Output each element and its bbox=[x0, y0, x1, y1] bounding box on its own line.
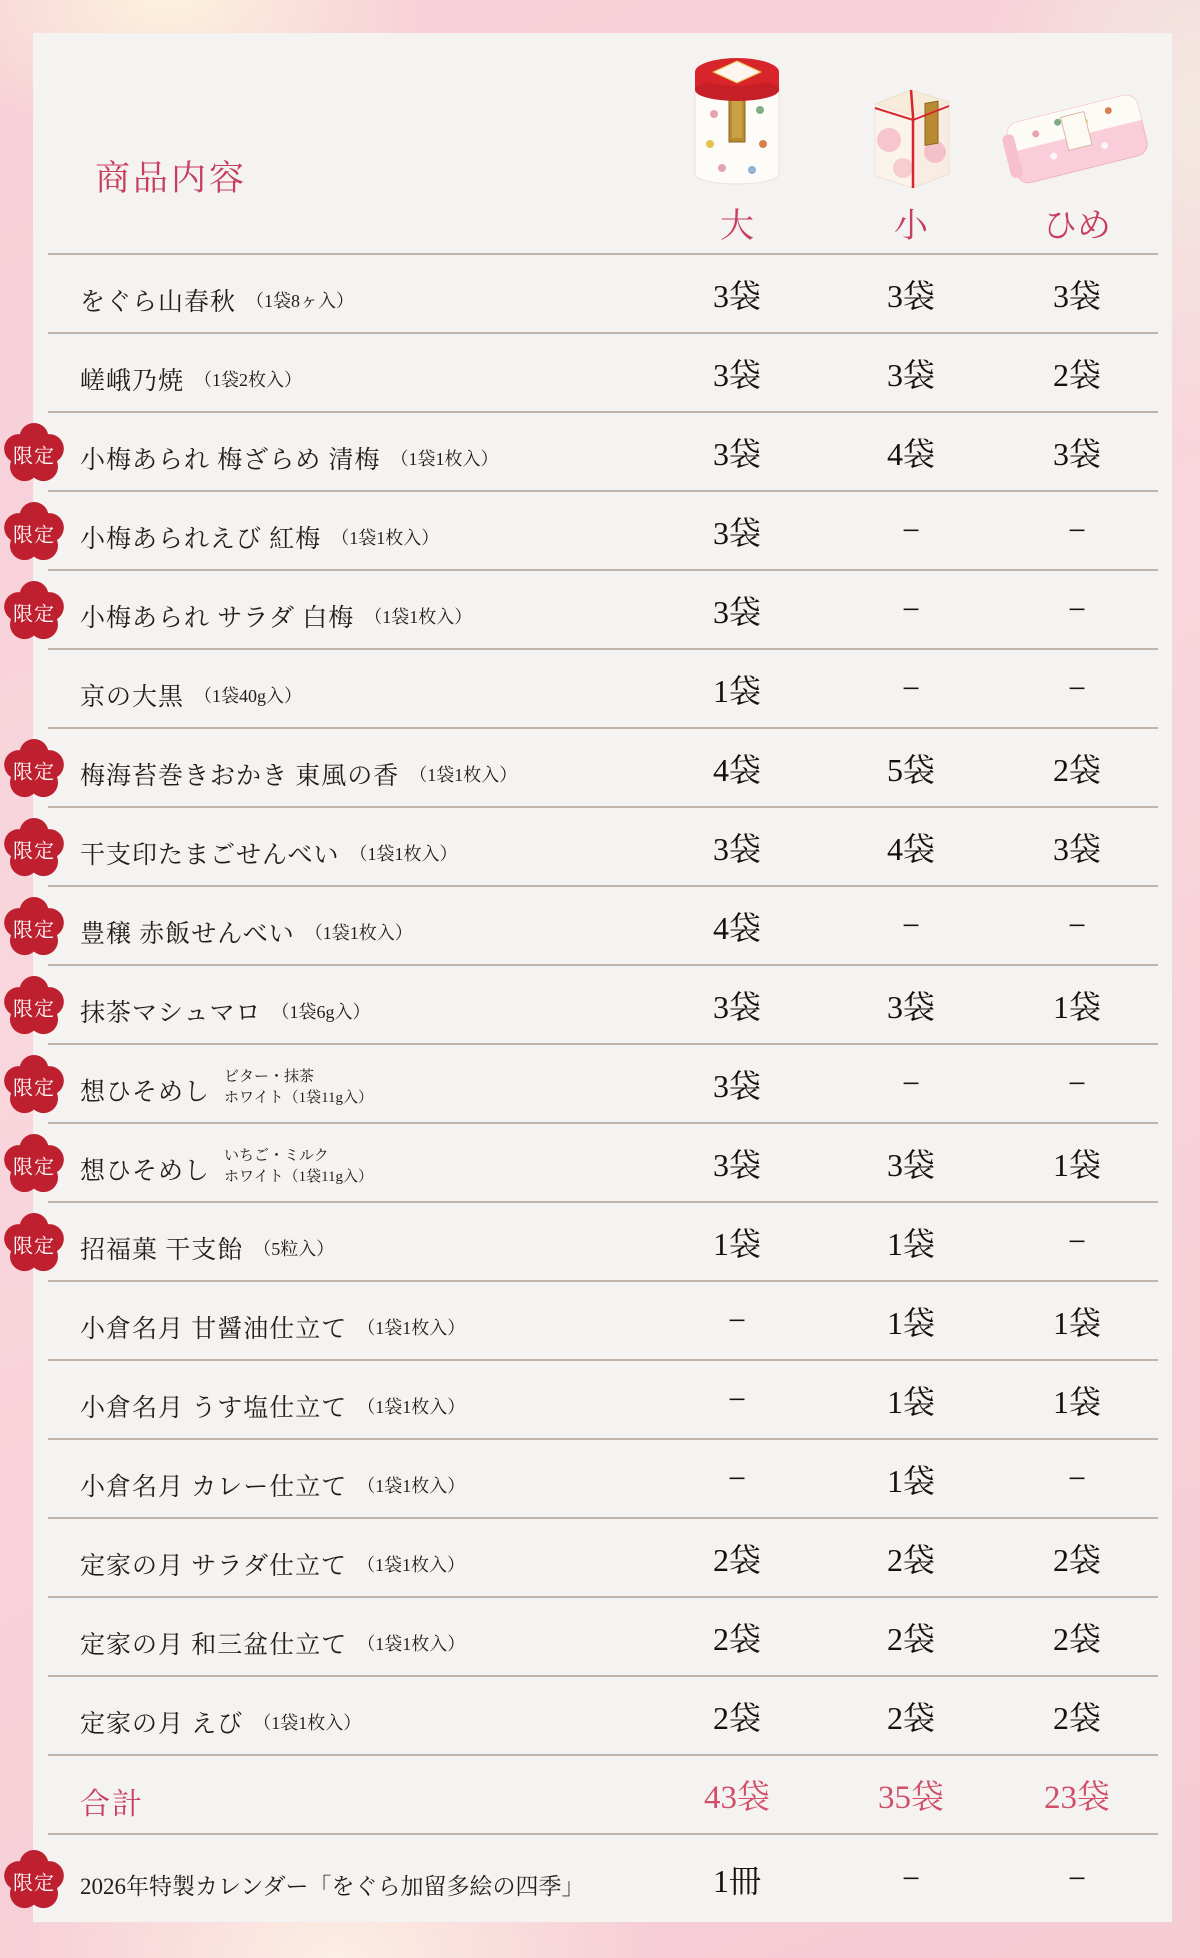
product-spec: （1袋1枚入） bbox=[357, 1475, 466, 1496]
limited-badge bbox=[3, 502, 65, 564]
qty-hime: 1袋 bbox=[1052, 1304, 1101, 1341]
qty-small: 5袋 bbox=[886, 751, 935, 788]
qty-small: 3袋 bbox=[886, 356, 935, 393]
limited-badge-label: 限定 bbox=[13, 445, 55, 467]
qty-hime: 1袋 bbox=[1052, 1383, 1101, 1420]
qty-hime: 1袋 bbox=[1052, 1146, 1101, 1183]
limited-badge bbox=[3, 423, 65, 485]
qty-small: 3袋 bbox=[886, 1146, 935, 1183]
qty-small: − bbox=[901, 512, 921, 548]
limited-badge-label: 限定 bbox=[13, 1156, 55, 1178]
header-col-small bbox=[826, 33, 996, 253]
qty-hime: − bbox=[1067, 591, 1087, 627]
qty-small: − bbox=[901, 591, 921, 627]
product-name-cell bbox=[48, 1440, 648, 1517]
product-name-cell bbox=[48, 1282, 648, 1359]
product-name-cell bbox=[48, 1045, 648, 1122]
product-name-cell bbox=[48, 334, 648, 411]
qty-large: − bbox=[727, 1302, 747, 1338]
limited-badge bbox=[3, 976, 65, 1038]
product-name: 定家の月 えび bbox=[80, 1710, 244, 1738]
limited-badge-label: 限定 bbox=[13, 998, 55, 1020]
product-spec: （1袋1枚入） bbox=[357, 1554, 466, 1575]
qty-small: 3袋 bbox=[886, 277, 935, 314]
product-name: 抹茶マシュマロ bbox=[80, 999, 262, 1027]
product-spec: （1袋1枚入） bbox=[390, 448, 499, 469]
product-name-cell bbox=[48, 1203, 648, 1280]
product-name-cell bbox=[48, 808, 648, 885]
product-image-hime bbox=[998, 84, 1156, 197]
total-row bbox=[48, 1754, 1158, 1833]
qty-small: 2袋 bbox=[886, 1541, 935, 1578]
limited-badge-label: 限定 bbox=[13, 919, 55, 941]
table-row bbox=[13, 964, 1158, 1043]
qty-large: 2袋 bbox=[712, 1620, 761, 1657]
product-spec: （1袋1枚入） bbox=[364, 606, 473, 627]
qty-hime: − bbox=[1067, 670, 1087, 706]
product-spec: （1袋8ヶ入） bbox=[246, 290, 355, 311]
flavor-note-top: ビター・抹茶 bbox=[224, 1068, 315, 1085]
qty-small: 1袋 bbox=[886, 1383, 935, 1420]
qty-large: 3袋 bbox=[712, 1067, 761, 1104]
limited-badge bbox=[3, 1213, 65, 1275]
qty-large: 3袋 bbox=[712, 514, 761, 551]
qty-small: 4袋 bbox=[886, 435, 935, 472]
product-name: 干支印たまごせんべい bbox=[80, 841, 340, 869]
table-row bbox=[48, 253, 1158, 332]
table-row bbox=[48, 1359, 1158, 1438]
contents-card bbox=[13, 33, 1172, 1922]
qty-large: 2袋 bbox=[712, 1699, 761, 1736]
total-hime: 23袋 bbox=[1044, 1780, 1110, 1816]
qty-large: 3袋 bbox=[712, 277, 761, 314]
calendar-hime: − bbox=[1067, 1860, 1087, 1896]
qty-small: 2袋 bbox=[886, 1620, 935, 1657]
product-name: 定家の月 和三盆仕立て bbox=[80, 1631, 348, 1659]
product-name: 定家の月 サラダ仕立て bbox=[80, 1552, 348, 1580]
product-name: 嵯峨乃焼 bbox=[80, 367, 185, 395]
product-name: 小梅あられ 梅ざらめ 清梅 bbox=[80, 446, 381, 474]
table-footer bbox=[13, 1754, 1158, 1922]
product-name: 小梅あられ サラダ 白梅 bbox=[80, 604, 355, 632]
limited-badge bbox=[3, 897, 65, 959]
col-label-large: 大 bbox=[720, 208, 754, 245]
qty-hime: − bbox=[1067, 512, 1087, 548]
calendar-small: − bbox=[901, 1860, 921, 1896]
table-row bbox=[13, 411, 1158, 490]
qty-hime: 2袋 bbox=[1052, 1620, 1101, 1657]
limited-badge-label: 限定 bbox=[13, 1077, 55, 1099]
calendar-name-cell bbox=[48, 1835, 648, 1922]
limited-badge-label: 限定 bbox=[13, 1872, 55, 1894]
qty-hime: 3袋 bbox=[1052, 277, 1101, 314]
qty-hime: − bbox=[1067, 1065, 1087, 1101]
limited-badge-label: 限定 bbox=[13, 524, 55, 546]
product-image-large bbox=[684, 52, 790, 197]
qty-large: 4袋 bbox=[712, 751, 761, 788]
table-row bbox=[13, 569, 1158, 648]
qty-large: 2袋 bbox=[712, 1541, 761, 1578]
product-spec: （1袋1枚入） bbox=[331, 527, 440, 548]
page-title: 商品内容 bbox=[95, 159, 248, 198]
product-name-cell bbox=[48, 966, 648, 1043]
qty-small: − bbox=[901, 907, 921, 943]
flavor-note-bottom: ホワイト（1袋11g入） bbox=[224, 1089, 374, 1106]
header-col-hime bbox=[996, 33, 1158, 253]
product-name: 想ひそめし bbox=[80, 1078, 211, 1106]
qty-large: 3袋 bbox=[712, 830, 761, 867]
contents-table bbox=[13, 253, 1158, 1754]
table-row bbox=[48, 1280, 1158, 1359]
product-name: 京の大黒 bbox=[80, 683, 185, 711]
calendar-name: 2026年特製カレンダー「をぐら加留多絵の四季」 bbox=[80, 1874, 585, 1899]
qty-hime: − bbox=[1067, 907, 1087, 943]
table-row bbox=[48, 1517, 1158, 1596]
qty-large: − bbox=[727, 1381, 747, 1417]
flavor-note-top: いちご・ミルク bbox=[224, 1147, 329, 1164]
product-name: 梅海苔巻きおかき 東風の香 bbox=[80, 762, 400, 790]
qty-hime: 3袋 bbox=[1052, 830, 1101, 867]
qty-small: 1袋 bbox=[886, 1225, 935, 1262]
total-label-cell bbox=[48, 1756, 648, 1833]
limited-badge bbox=[3, 739, 65, 801]
calendar-row bbox=[13, 1833, 1158, 1922]
table-header bbox=[33, 33, 1172, 253]
qty-hime: 2袋 bbox=[1052, 751, 1101, 788]
product-name: 小梅あられえび 紅梅 bbox=[80, 525, 322, 553]
product-name-cell bbox=[48, 1124, 648, 1201]
total-large: 43袋 bbox=[704, 1780, 770, 1816]
qty-small: − bbox=[901, 670, 921, 706]
product-name: 小倉名月 うす塩仕立て bbox=[80, 1394, 348, 1422]
limited-badge bbox=[3, 581, 65, 643]
table-row bbox=[48, 1596, 1158, 1675]
qty-small: 2袋 bbox=[886, 1699, 935, 1736]
limited-badge bbox=[3, 1850, 65, 1912]
limited-badge bbox=[3, 818, 65, 880]
qty-hime: 2袋 bbox=[1052, 1699, 1101, 1736]
product-spec: （1袋1枚入） bbox=[253, 1712, 362, 1733]
product-spec: （1袋1枚入） bbox=[357, 1396, 466, 1417]
product-flavor-note bbox=[224, 1146, 373, 1188]
product-name: 豊穣 赤飯せんべい bbox=[80, 920, 295, 948]
col-label-small: 小 bbox=[894, 208, 928, 245]
product-name-cell bbox=[48, 1361, 648, 1438]
qty-hime: 2袋 bbox=[1052, 356, 1101, 393]
qty-small: 4袋 bbox=[886, 830, 935, 867]
product-name-cell bbox=[48, 1598, 648, 1675]
qty-small: 1袋 bbox=[886, 1304, 935, 1341]
qty-small: 3袋 bbox=[886, 988, 935, 1025]
product-spec: （1袋1枚入） bbox=[349, 843, 458, 864]
product-name-cell bbox=[48, 729, 648, 806]
product-name-cell bbox=[48, 1677, 648, 1754]
table-row bbox=[13, 1201, 1158, 1280]
product-spec: （1袋1枚入） bbox=[304, 922, 413, 943]
total-label: 合計 bbox=[80, 1787, 144, 1821]
product-flavor-note bbox=[224, 1067, 373, 1109]
product-image-small bbox=[865, 82, 957, 197]
limited-badge-label: 限定 bbox=[13, 840, 55, 862]
qty-hime: − bbox=[1067, 1223, 1087, 1259]
table-row bbox=[13, 1043, 1158, 1122]
table-row bbox=[48, 1438, 1158, 1517]
col-label-hime: ひめ bbox=[1043, 208, 1111, 245]
table-row bbox=[13, 1122, 1158, 1201]
header-title-cell bbox=[48, 33, 648, 253]
limited-badge bbox=[3, 1055, 65, 1117]
product-name-cell bbox=[48, 650, 648, 727]
table-row bbox=[48, 1675, 1158, 1754]
limited-badge-label: 限定 bbox=[13, 603, 55, 625]
qty-hime: 2袋 bbox=[1052, 1541, 1101, 1578]
qty-large: 1袋 bbox=[712, 672, 761, 709]
qty-hime: 1袋 bbox=[1052, 988, 1101, 1025]
product-name: 想ひそめし bbox=[80, 1157, 211, 1185]
product-name-cell bbox=[48, 413, 648, 490]
table-row bbox=[48, 648, 1158, 727]
product-name: 小倉名月 甘醤油仕立て bbox=[80, 1315, 348, 1343]
qty-large: 3袋 bbox=[712, 435, 761, 472]
product-name: 小倉名月 カレー仕立て bbox=[80, 1473, 348, 1501]
qty-large: − bbox=[727, 1460, 747, 1496]
qty-hime: 3袋 bbox=[1052, 435, 1101, 472]
product-name-cell bbox=[48, 1519, 648, 1596]
qty-large: 3袋 bbox=[712, 356, 761, 393]
product-name: をぐら山春秋 bbox=[80, 288, 237, 316]
product-spec: （1袋1枚入） bbox=[357, 1633, 466, 1654]
flavor-note-bottom: ホワイト（1袋11g入） bbox=[224, 1168, 374, 1185]
qty-small: − bbox=[901, 1065, 921, 1101]
product-spec: （1袋40g入） bbox=[194, 685, 303, 706]
total-small: 35袋 bbox=[878, 1780, 944, 1816]
product-name-cell bbox=[48, 887, 648, 964]
qty-large: 1袋 bbox=[712, 1225, 761, 1262]
table-row bbox=[13, 885, 1158, 964]
product-name-cell bbox=[48, 255, 648, 332]
product-spec: （1袋6g入） bbox=[271, 1001, 371, 1022]
calendar-large: 1冊 bbox=[712, 1862, 761, 1899]
table-row bbox=[48, 332, 1158, 411]
product-name-cell bbox=[48, 571, 648, 648]
product-spec: （1袋1枚入） bbox=[357, 1317, 466, 1338]
product-name: 招福菓 干支飴 bbox=[80, 1236, 244, 1264]
limited-badge-label: 限定 bbox=[13, 1235, 55, 1257]
qty-large: 3袋 bbox=[712, 593, 761, 630]
table-row bbox=[13, 806, 1158, 885]
limited-badge bbox=[3, 1134, 65, 1196]
qty-large: 4袋 bbox=[712, 909, 761, 946]
product-spec: （1袋1枚入） bbox=[409, 764, 518, 785]
product-spec: （1袋2枚入） bbox=[194, 369, 303, 390]
qty-large: 3袋 bbox=[712, 988, 761, 1025]
qty-small: 1袋 bbox=[886, 1462, 935, 1499]
header-col-large bbox=[648, 33, 826, 253]
table-row bbox=[13, 727, 1158, 806]
table-row bbox=[13, 490, 1158, 569]
limited-badge-label: 限定 bbox=[13, 761, 55, 783]
product-spec: （5粒入） bbox=[253, 1238, 335, 1259]
product-name-cell bbox=[48, 492, 648, 569]
qty-large: 3袋 bbox=[712, 1146, 761, 1183]
qty-hime: − bbox=[1067, 1460, 1087, 1496]
